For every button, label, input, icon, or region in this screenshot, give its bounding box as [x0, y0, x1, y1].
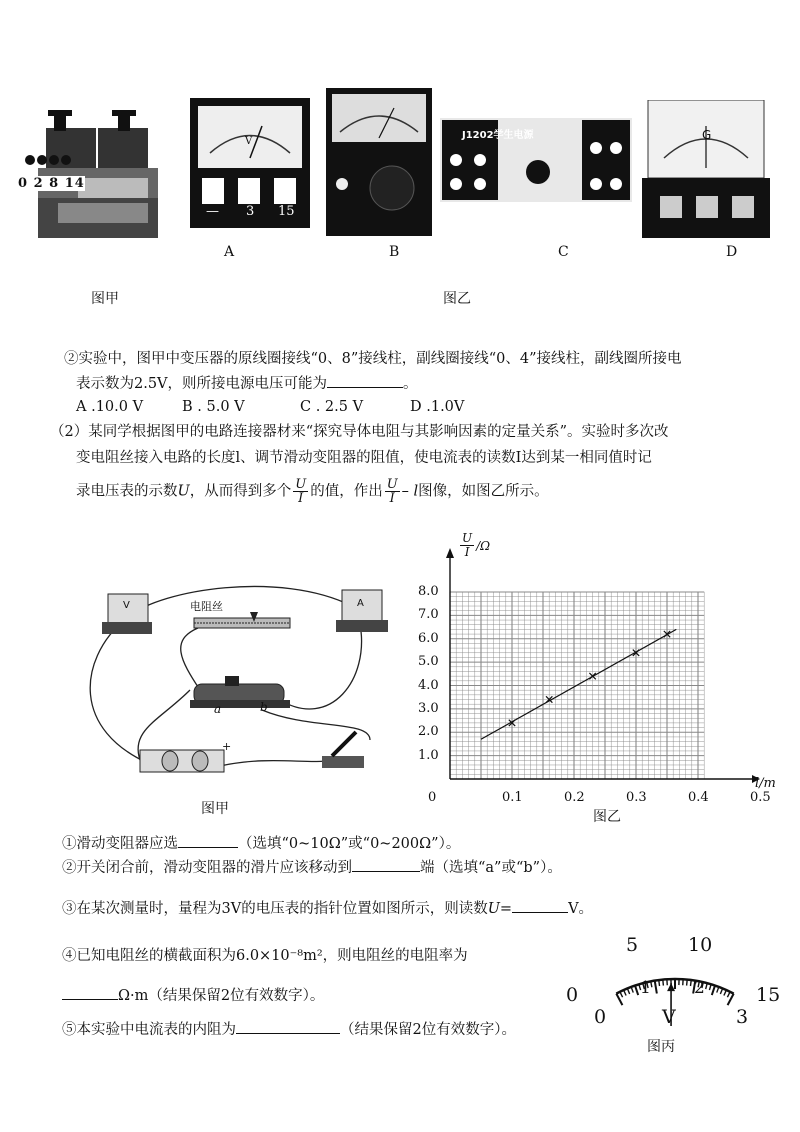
q1-2-line2-end: 。: [403, 376, 418, 392]
q2-line3-c: 的值，作出: [310, 483, 383, 500]
voltmeter-terminal-minus: —: [206, 204, 219, 219]
y-tick-label: 8.0: [418, 584, 439, 599]
origin-label: 0: [428, 790, 437, 805]
dial-inner-2: 2: [694, 978, 705, 998]
q-4-answer-blank[interactable]: [62, 985, 118, 1000]
dial-outer-5: 5: [626, 934, 639, 956]
q-3-answer-blank[interactable]: [512, 898, 568, 913]
x-tick-label: 0.2: [564, 790, 585, 805]
q2-line2: 变电阻丝接入电路的长度l、调节滑动变阻器的阻值，使电流表的读数I达到某一相同值时记: [76, 450, 652, 466]
q2-line3-a: 录电压表的示数: [76, 483, 178, 500]
figure-yi-top-label: 图乙: [443, 291, 471, 307]
graph-svg: [410, 528, 770, 828]
q-3-voltage-reading: [62, 898, 593, 919]
q-1-answer-blank[interactable]: [178, 833, 238, 848]
q-2-text-end: 端（选填“a”或“b”）。: [420, 860, 562, 876]
dial-tick: [727, 992, 730, 997]
q1-2-option-b: B . 5.0 V: [182, 399, 245, 415]
q1-2-answer-blank[interactable]: [327, 373, 403, 388]
dial-outer-0: 0: [566, 984, 579, 1006]
y-tick-label: 7.0: [418, 607, 439, 623]
dial-tick: [620, 992, 623, 997]
option-c-label: C: [558, 244, 569, 260]
y-tick-label: 1.0: [418, 747, 439, 763]
q-1-text: ①滑动变阻器应选: [62, 836, 178, 852]
figure-jia-top-label: 图甲: [91, 291, 119, 307]
q2-line1: （2）某同学根据图甲的电路连接器材来“探究导体电阻与其影响因素的定量关系”。实验时多次改: [50, 424, 669, 440]
q-2-answer-blank[interactable]: [352, 857, 420, 872]
dial-bottom-0: 0: [594, 1006, 607, 1028]
u-over-i-fraction: $\frac{U}{I}$: [295, 477, 307, 506]
resistance-wire-label: 电阻丝: [190, 600, 223, 613]
voltmeter-terminal-15: 15: [278, 204, 295, 219]
q1-2-option-d: D .1.0V: [410, 399, 465, 415]
voltmeter-photo: [190, 98, 310, 228]
figure-jia-circuit-label: 图甲: [201, 801, 229, 817]
option-b-label: B: [389, 244, 400, 260]
dial-tick: [724, 990, 726, 995]
q-1-text-end: （选填“0~10Ω”或“0~200Ω”）。: [238, 836, 461, 852]
dial-tick: [635, 986, 638, 995]
multimeter-photo: [326, 88, 432, 236]
q-3-var: U=: [487, 901, 513, 917]
dial-needle-tip: [667, 983, 675, 991]
q-5-ammeter-resistance: [62, 1019, 516, 1040]
data-points-group: [509, 631, 670, 726]
dial-tick: [655, 981, 657, 994]
q-2-slider-end: [62, 857, 562, 878]
q2-line3: [76, 478, 549, 505]
x-tick-label: 0.5: [750, 790, 771, 805]
q2-minus-l: – l: [401, 483, 419, 500]
transformer-photo: [18, 108, 168, 248]
q-4-line2: [62, 985, 324, 1006]
dial-tick: [624, 990, 626, 995]
q1-2-line2: [76, 373, 418, 394]
x-axis-label: l/m: [755, 776, 776, 791]
option-a-label: A: [224, 244, 235, 260]
dial-tick: [712, 986, 715, 995]
dial-tick: [659, 980, 660, 986]
voltmeter-dial: [560, 934, 790, 1034]
rheostat-terminal-b: b: [260, 700, 268, 714]
circuit-diagram: [70, 580, 400, 780]
q2-line3-d: 图像，如图乙所示。: [418, 483, 549, 500]
dial-tick: [690, 980, 691, 986]
dial-tick: [709, 984, 711, 990]
y-axis-arrow: [446, 548, 454, 558]
dial-bottom-3: 3: [736, 1006, 749, 1028]
q-3-text-end: V。: [568, 901, 594, 917]
dial-outer-15: 15: [756, 984, 781, 1006]
q-4-line1: ④已知电阻丝的横截面积为6.0×10⁻⁸m²，则电阻丝的电阻率为: [62, 948, 468, 964]
q-5-text: ⑤本实验中电流表的内阻为: [62, 1022, 236, 1038]
ammeter-letter: A: [357, 598, 364, 609]
graph-u-over-i-vs-l: [410, 528, 776, 828]
figure-bing-label: 图丙: [647, 1039, 675, 1055]
voltmeter-terminal-3: 3: [246, 204, 255, 219]
dial-tick: [663, 980, 664, 986]
power-supply-title: J1202学生电源: [462, 130, 534, 141]
q2-line3-u: U: [177, 483, 190, 500]
option-d-label: D: [726, 244, 738, 260]
q-2-text: ②开关闭合前，滑动变阻器的滑片应该移动到: [62, 860, 352, 876]
u-over-i-fraction-2: $\frac{U}{I}$: [386, 477, 398, 506]
q1-2-line1: ②实验中，图甲中变压器的原线圈接线“0、8”接线柱，副线圈接线“0、4”接线柱，副线圈所接电: [64, 351, 682, 367]
voltmeter-unit: V: [245, 136, 253, 147]
dial-outer-10: 10: [688, 934, 713, 956]
y-tick-label: 6.0: [418, 630, 439, 646]
axes: [446, 548, 760, 783]
rheostat-terminal-a: a: [214, 702, 222, 716]
dial-tick: [631, 987, 633, 993]
power-supply-photo: [440, 118, 632, 202]
q1-2-option-a: A .10.0 V: [76, 399, 144, 415]
dial-inner-1: 1: [640, 978, 651, 998]
battery-plus-sign: +: [222, 740, 232, 753]
x-tick-label: 0.3: [626, 790, 647, 805]
y-axis-label: $\frac{U}{I}$ /Ω: [462, 531, 491, 559]
dial-tick: [687, 980, 688, 986]
q2-line3-b: ，从而得到多个: [189, 483, 292, 500]
q-3-text: ③在某次测量时，量程为3V的电压表的指针位置如图所示，则读数: [62, 901, 488, 917]
circuit-drawing: [70, 580, 400, 780]
multimeter-illustration: [326, 88, 432, 236]
transformer-terminal-labels: 0 2 8 14: [18, 176, 85, 191]
x-tick-label: 0.4: [688, 790, 709, 805]
q-5-answer-blank[interactable]: [236, 1019, 340, 1034]
y-tick-label: 2.0: [418, 724, 439, 740]
y-tick-label: 5.0: [418, 654, 439, 670]
y-tick-label: 4.0: [418, 677, 439, 693]
q-4-text-end: Ω·m（结果保留2位有效数字）。: [118, 988, 325, 1004]
dial-bottom-v: V: [662, 1006, 676, 1028]
galvanometer-illustration: [642, 100, 770, 238]
q1-2-option-c: C . 2.5 V: [300, 399, 364, 415]
y-tick-label: 3.0: [418, 700, 439, 716]
galvanometer-letter: G: [702, 128, 712, 142]
voltmeter-letter: V: [123, 600, 130, 611]
q-1-slider-choice: [62, 833, 460, 854]
galvanometer-photo: [642, 100, 770, 238]
x-tick-label: 0.1: [502, 790, 523, 805]
q-5-text-end: （结果保留2位有效数字）。: [340, 1022, 516, 1038]
figure-yi-graph-label: 图乙: [593, 809, 621, 825]
dial-tick: [717, 987, 719, 993]
q1-2-line2-text: 表示数为2.5V，则所接电源电压可能为: [76, 376, 328, 392]
